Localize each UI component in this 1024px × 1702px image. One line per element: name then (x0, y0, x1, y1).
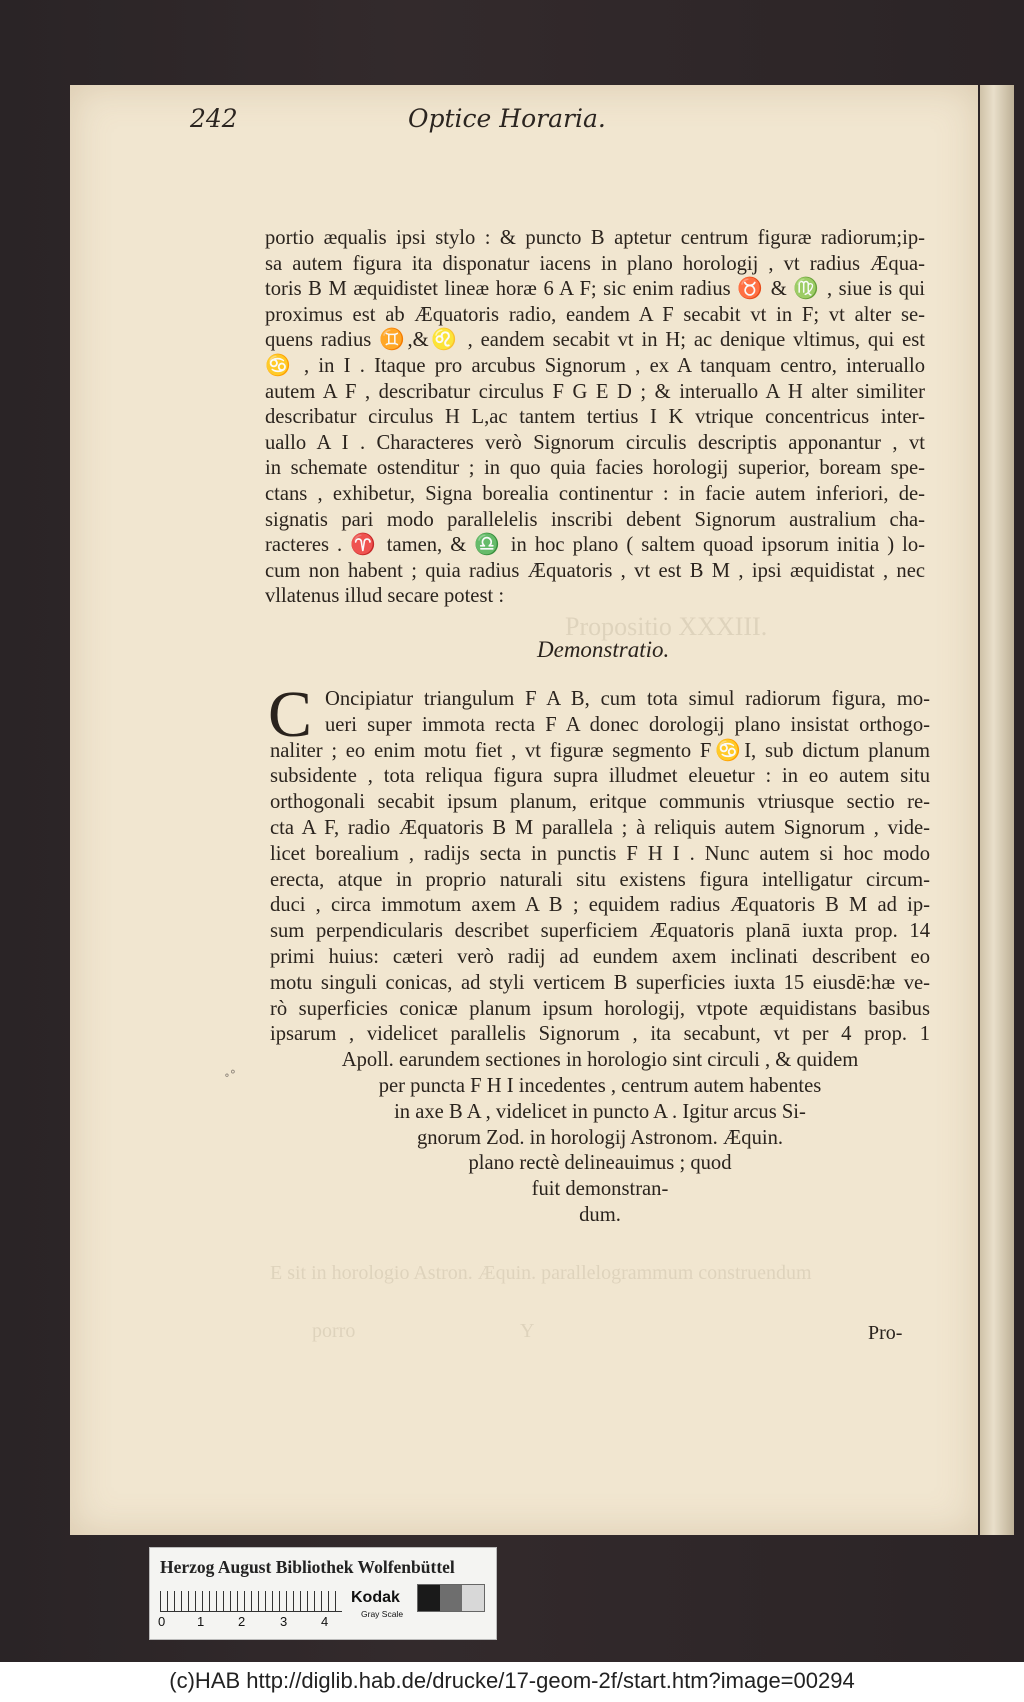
color-calibration-card (149, 1547, 497, 1640)
text-line: primi huius: cæteri verò radij ad eundem axem inclinati describent eo (270, 945, 930, 968)
text-line: autem A F , describatur circulus F G E D ; & interuallo A H alter similiter (265, 380, 925, 403)
drop-cap: C (268, 678, 313, 751)
gray-swatches (417, 1584, 485, 1612)
body-text-top (265, 226, 925, 610)
text-line: ipsarum , videlicet parallelis Signorum , ita secabunt, vt per 4 prop. 1 (270, 1023, 930, 1046)
text-line: sa autem figura ita disponatur iacens in plano horologij , vt radius Æqua- (265, 252, 925, 275)
ruler-number: 2 (238, 1614, 246, 1629)
text-line: licet borealium , radijs secta in punctis F H I . Nunc autem si hoc modo (270, 842, 930, 865)
ruler-number: 3 (280, 1614, 288, 1629)
ruler-icon (160, 1591, 342, 1612)
paper-specks: ∘° (224, 1068, 236, 1082)
text-line: quens radius ♊,&♌ , eandem secabit vt in H; ac denique vltimus, qui est (265, 329, 925, 352)
text-line: ♋ , in I . Itaque pro arcubus Signorum , ex A tanquam centro, interuallo (265, 354, 925, 377)
ruler-number: 1 (197, 1614, 205, 1629)
bleed-through-catchword: porro (312, 1320, 356, 1342)
text-line: cta A F, radio Æquatoris B M parallela ; à reliquis autem Signorum , vide- (270, 816, 930, 839)
text-line: in axe B A , videlicet in puncto A . Igitur arcus Si- (394, 1100, 806, 1123)
text-line: sum perpendicularis describet superficiem Æquatoris planā iuxta prop. 14 (270, 920, 930, 943)
text-line: Oncipiatur triangulum F A B, cum tota simul radiorum figura, mo- (325, 688, 930, 710)
running-head: Optice Horaria. (408, 104, 606, 133)
text-line: toris B M æquidistet lineæ horæ 6 A F; sic enim radius ♉ & ♍ , siue is qui (265, 278, 925, 301)
copyright-url: (c)HAB http://diglib.hab.de/drucke/17-geom-2f/start.htm?image=00294 (169, 1668, 855, 1693)
text-line: uallo A I . Characteres verò Signorum circulis descriptis apponantur , vt (265, 431, 925, 454)
text-line: motu singuli conicas, ad styli verticem B superficies iuxta 15 eiusdē:hæ ve- (270, 971, 930, 994)
ruler-number: 0 (158, 1614, 166, 1629)
text-line: subsidente , tota reliqua figura supra illudmet eleuetur : in eo autem situ (270, 765, 930, 788)
text-line: per puncta F H I incedentes , centrum autem habentes (378, 1074, 822, 1097)
body-text-demonstration (268, 678, 930, 1229)
card-title: Herzog August Bibliothek Wolfenbüttel (160, 1557, 455, 1577)
text-line: Apoll. earundem sectiones in horologio sint circuli , & quidem (341, 1049, 859, 1072)
bleed-through-line: E sit in horologio Astron. Æquin. parallelogrammum construendum (270, 1262, 812, 1284)
catchword: Pro- (868, 1322, 903, 1344)
text-line: proximus est ab Æquatoris radio, eandem A F secabit vt in F; vt alter se- (265, 303, 925, 326)
text-line: in schemate ostenditur ; in quo quia facies horologij superior, boream spe- (265, 457, 925, 480)
text-line: plano rectè delineauimus ; quod (468, 1152, 732, 1175)
footer-bar (0, 1662, 1024, 1702)
text-line: rò superficies conicæ planum ipsum horologij, vtpote æquidistans basibus (270, 997, 930, 1020)
text-line: describatur circulus H L,ac tantem tertius I K vtrique concentricus inter- (265, 406, 925, 429)
swatch-mid (440, 1585, 462, 1611)
bleed-through-signature: Y (520, 1320, 535, 1342)
swatch-dark (418, 1585, 440, 1611)
page-number: 242 (190, 104, 238, 133)
text-line: gnorum Zod. in horologij Astronom. Æquin. (416, 1126, 784, 1149)
kodak-logo: Kodak (351, 1589, 400, 1606)
text-line: cum non habent ; quia radius Æquatoris , vt est B M , ipsi æquidistat , nec (265, 559, 925, 582)
page-edge (980, 85, 1014, 1535)
text-line: orthogonali secabit ipsum planum, eritque communis vtriusque sectio re- (270, 791, 930, 814)
text-line: vllatenus illud secare potest : (265, 585, 505, 608)
text-line: erecta, atque in proprio naturali situ existens figura intelligatur circum- (270, 868, 930, 891)
text-line: dum. (579, 1203, 621, 1226)
text-line: duci , circa immotum axem A B ; equidem radius Æquatoris B M ad ip- (270, 894, 930, 917)
text-line: portio æqualis ipsi stylo : & puncto B aptetur centrum figuræ radiorum;ip- (265, 227, 925, 249)
ruler-number: 4 (321, 1614, 329, 1629)
text-line: fuit demonstran- (531, 1178, 669, 1201)
page-header (190, 104, 790, 144)
text-line: signatis pari modo parallelelis inscribi debent Signorum australium cha- (265, 508, 925, 531)
bleed-through-title: Propositio XXXIII. (565, 612, 768, 641)
text-line: ctans , exhibetur, Signa borealia continentur : in facie autem inferiori, de- (265, 482, 925, 505)
text-line: racteres . ♈ tamen, & ♎ in hoc plano ( saltem quoad ipsorum initia ) lo- (265, 534, 925, 557)
section-heading: Demonstratio. (537, 637, 670, 662)
swatch-light (462, 1585, 484, 1611)
text-line: ueri super immota recta F A donec dorologij plano insistat orthogo- (325, 713, 930, 736)
gray-scale-label: Gray Scale (361, 1609, 404, 1619)
text-line: naliter ; eo enim motu fiet , vt figuræ segmento F♋I, sub dictum planum (270, 739, 930, 762)
